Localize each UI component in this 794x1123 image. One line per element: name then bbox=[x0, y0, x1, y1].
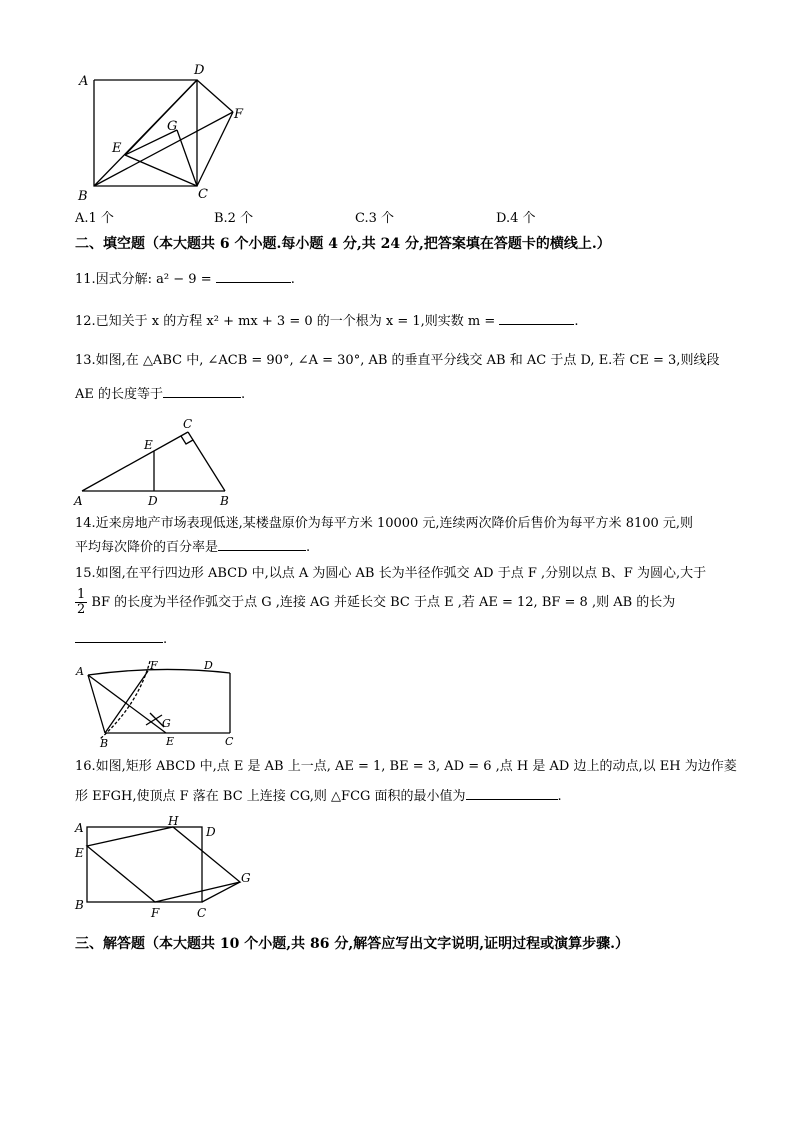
q14-suffix: . bbox=[306, 540, 311, 555]
question-12 bbox=[75, 312, 579, 331]
q11-text: 11.因式分解: a² − 9 = bbox=[75, 272, 216, 287]
q14-line-2 bbox=[75, 538, 310, 557]
label-a: A bbox=[76, 665, 84, 678]
label-d: D bbox=[194, 63, 205, 78]
label-c: C bbox=[183, 417, 193, 431]
segment-ab bbox=[88, 675, 105, 733]
label-f: F bbox=[150, 659, 158, 672]
figure-rectangle-abcd bbox=[70, 812, 260, 922]
label-e: E bbox=[75, 846, 84, 860]
segment-ec bbox=[125, 155, 197, 186]
q13-suffix: . bbox=[241, 387, 246, 402]
q11-suffix: . bbox=[290, 272, 295, 287]
q14-answer-blank[interactable] bbox=[218, 538, 306, 551]
segment-ae bbox=[88, 675, 166, 733]
section-3-heading: 三、解答题（本大题共 10 个小题,共 86 分,解答应写出文字说明,证明过程或演算步骤.） bbox=[75, 936, 629, 952]
q16-suffix: . bbox=[557, 789, 562, 804]
segment-cb bbox=[188, 432, 225, 491]
label-f: F bbox=[151, 906, 160, 920]
q13-line-1: 13.如图,在 △ABC 中, ∠ACB = 90°, ∠A = 30°, AB 的垂直平分线交 AB 和 AC 于点 D, E.若 CE = 3,则线段 bbox=[75, 353, 720, 368]
label-e: E bbox=[144, 438, 153, 452]
option-d: D.4 个 bbox=[496, 211, 536, 226]
figure-square-abcd bbox=[70, 58, 250, 208]
q16-answer-blank[interactable] bbox=[466, 787, 558, 800]
label-a: A bbox=[74, 494, 83, 508]
label-b: B bbox=[220, 494, 229, 508]
label-e: E bbox=[166, 735, 175, 748]
question-11 bbox=[75, 270, 295, 289]
label-a: A bbox=[75, 821, 84, 835]
rectangle-outline bbox=[87, 827, 202, 902]
option-b: B.2 个 bbox=[214, 211, 254, 226]
option-c: C.3 个 bbox=[355, 211, 395, 226]
q12-suffix: . bbox=[574, 314, 579, 329]
option-a: A.1 个 bbox=[75, 211, 114, 226]
rhombus-efgh bbox=[87, 827, 240, 902]
section-2-heading: 二、填空题（本大题共 6 个小题.每小题 4 分,共 24 分,把答案填在答题卡的横线上.） bbox=[75, 236, 611, 252]
label-f: F bbox=[234, 107, 244, 122]
label-g: G bbox=[241, 871, 251, 885]
q16-text: 形 EFGH,使顶点 F 落在 BC 上连接 CG,则 △FCG 面积的最小值为 bbox=[75, 789, 466, 804]
label-g: G bbox=[167, 119, 178, 134]
label-a: A bbox=[79, 74, 89, 89]
q16-line-1: 16.如图,矩形 ABCD 中,点 E 是 AB 上一点, AE = 1, BE = 3, AD = 6 ,点 H 是 AD 边上的动点,以 EH 为边作菱 bbox=[75, 759, 737, 774]
segment-df bbox=[197, 80, 233, 112]
q11-answer-blank[interactable] bbox=[216, 270, 291, 283]
q12-text: 12.已知关于 x 的方程 x² + mx + 3 = 0 的一个根为 x = 1,则实数 m = bbox=[75, 314, 500, 329]
segment-ed bbox=[125, 80, 197, 155]
segment-fc bbox=[197, 112, 233, 186]
figure-parallelogram-abcd bbox=[70, 655, 245, 750]
label-b: B bbox=[100, 737, 109, 750]
q13-text: AE 的长度等于 bbox=[75, 387, 164, 402]
q15-answer-blank[interactable] bbox=[75, 630, 163, 643]
q14-text: 平均每次降价的百分率是 bbox=[75, 540, 219, 555]
label-g: G bbox=[162, 717, 171, 730]
q15-line-2 bbox=[75, 588, 675, 618]
label-h: H bbox=[168, 814, 179, 828]
q14-line-1: 14.近来房地产市场表现低迷,某楼盘原价为每平方米 10000 元,连续两次降价后售价为每平方米 8100 元,则 bbox=[75, 516, 694, 531]
label-d: D bbox=[204, 659, 213, 672]
label-d: D bbox=[206, 825, 216, 839]
segment-gc bbox=[177, 130, 197, 186]
segment-bf bbox=[105, 671, 148, 733]
q15-text: BF 的长度为半径作弧交于点 G ,连接 AG 并延长交 BC 于点 E ,若 AE = 12, BF = 8 ,则 AB 的长为 bbox=[91, 595, 676, 610]
q12-answer-blank[interactable] bbox=[499, 312, 574, 325]
q15-line-3 bbox=[75, 630, 167, 649]
label-c: C bbox=[198, 187, 208, 202]
label-c: C bbox=[225, 735, 234, 748]
fraction-one-half: $\frac{1}{2}$ bbox=[77, 587, 86, 617]
label-c: C bbox=[197, 906, 207, 920]
q15-line-1: 15.如图,在平行四边形 ABCD 中,以点 A 为圆心 AB 长为半径作弧交 AD 于点 F ,分别以点 B、F 为圆心,大于 bbox=[75, 566, 707, 581]
q13-answer-blank[interactable] bbox=[163, 385, 241, 398]
figure-triangle-abc bbox=[70, 415, 240, 510]
segment-ac bbox=[82, 432, 188, 491]
label-b: B bbox=[75, 898, 84, 912]
segment-cg bbox=[202, 882, 240, 902]
label-d: D bbox=[148, 494, 158, 508]
q13-line-2 bbox=[75, 385, 245, 404]
q16-line-2 bbox=[75, 787, 562, 806]
label-e: E bbox=[112, 141, 122, 156]
label-b: B bbox=[78, 189, 88, 204]
q15-suffix: . bbox=[163, 632, 168, 647]
